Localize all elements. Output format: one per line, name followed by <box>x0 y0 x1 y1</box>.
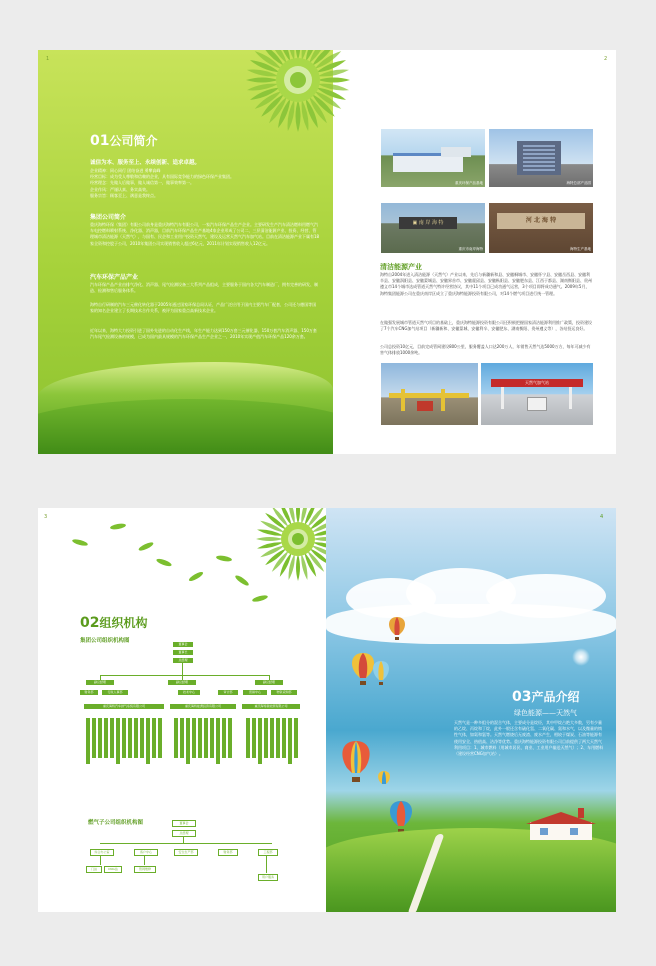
section-heading <box>90 132 158 149</box>
org-node: 工程部 <box>258 849 278 856</box>
org-node: 董事会 <box>172 820 196 827</box>
connector-line <box>100 843 272 844</box>
sunflower-ornament-icon <box>213 50 383 150</box>
org-node: 副总经理 <box>86 680 114 685</box>
connector-line <box>183 836 184 843</box>
org-chart-title: 燃气子公司组织机构图 <box>88 820 144 826</box>
env-heading: 汽车环保产品产业 <box>90 274 139 281</box>
org-unit-column <box>152 718 156 758</box>
photo-caption: 重庆市南岸海特 <box>458 247 483 251</box>
hot-air-balloon-icon <box>386 616 408 642</box>
photo-caption: 海特总部产品园 <box>566 181 591 185</box>
org-unit-column <box>86 718 90 764</box>
group-text: 重庆海特环保（集团）有限公司前身是重庆海特汽车有限公司，一家汽车环保产品生产企业。主要研发生产汽车清洁燃料用燃气汽车电控燃料喷射系统、净化器、消声器，目前汽车环保产品生产基地4家企业形成了公司二、三层清洁能源产业、投资、经营、管理城市清洁能源（天然气），与国有、民企和工业用户投资天然气，建设及运营天然气汽车加气站。目前在清洁能源产业下属有18家全资和控股子公司，2010年集团公司实现销售收入超过6亿元，2011年计划实现销售收入12亿元。 <box>90 222 320 246</box>
org-unit-column <box>288 718 292 764</box>
production-base-photo: 河 北 海 特 海特生产基地 <box>488 202 594 254</box>
clean-energy-text: 公司总投资10亿元，目前完成管网建设800公里，服务覆盖人口达200万人，年销售天然气达5000万方，每年可减少有害气体排放1000余吨。 <box>380 344 591 356</box>
connector-line <box>100 675 270 676</box>
org-unit-column <box>246 718 250 758</box>
section-heading <box>512 688 580 705</box>
leaf-icon <box>138 541 155 552</box>
product-intro-page <box>326 508 616 912</box>
org-unit-column <box>92 718 96 758</box>
value-item: 企业精神：同心同行 团结奋进 勇攀高峰 <box>90 168 161 173</box>
org-unit-column <box>174 718 178 758</box>
org-unit-column <box>98 718 102 758</box>
product-tagline: 绿色能源——天然气 <box>514 709 577 717</box>
leaf-icon <box>188 570 204 582</box>
org-node: 用户服务 <box>258 874 278 881</box>
product-description: 天然气是一种多组分的混合气体，主要成分是烷烃，其中甲烷占绝大多数，另有少量的乙烷、丙烷和丁烷，此外一般还含有硫化氢、二氧化碳、氮和水气，以及微量的惰性气体，如氦和氩等。天然气燃烧后无废渣、废水产生，相较于煤炭、石油等能源有使用安全、热值高、洁净等优势。重庆海特能源投资有限公司目前提供了两大天然气利用项目：1、城市燃料（用城市居民、商业、工业用户输送天然气）；2、车用燃料（建设经营CNG加气站）。 <box>454 720 604 757</box>
org-node: 技术中心 <box>178 690 200 695</box>
pipeline-photo <box>380 362 479 426</box>
cloud-bank <box>326 604 616 644</box>
page-number: 3 <box>44 514 48 520</box>
org-unit-column <box>216 718 220 764</box>
section-title: 产品介绍 <box>531 690 580 704</box>
org-node: 物资采购部 <box>271 690 297 695</box>
section-heading <box>80 614 148 631</box>
clean-energy-heading: 清洁能源产业 <box>380 263 422 271</box>
org-unit-column <box>252 718 256 758</box>
org-unit-column <box>146 718 150 764</box>
org-unit-column <box>228 718 232 758</box>
org-unit-column <box>282 718 286 758</box>
group-heading: 集团公司简介 <box>90 214 127 221</box>
org-unit-column <box>204 718 208 758</box>
org-node: 重庆海特能源投资有限公司 <box>170 704 236 709</box>
org-unit-column <box>270 718 274 758</box>
section-number: 01 <box>90 133 110 149</box>
connector-line <box>266 855 267 873</box>
org-node: 行政人事部 <box>102 690 128 695</box>
org-node: 安全生产部 <box>174 849 198 856</box>
org-unit-column <box>140 718 144 758</box>
env-text: 汽车环保产品产业由排气净化、消声器、尾气检测设备三大系列产品组成，主要服务于国内各大汽车制造厂，拥有完善的研发、制造、检测和售后服务体系。 <box>90 282 318 294</box>
org-unit-column <box>198 718 202 758</box>
org-unit-column <box>122 718 126 758</box>
env-text: 海特自行研制的汽车三元催化转化器于2005年通过国家环保总局认证，产品广泛应用于国内主要汽车厂配套，公司还与德国等国家的知名企业建立了长期技术合作关系，被评为国家重点高新技术企业。 <box>90 302 317 314</box>
section-number: 03 <box>512 689 532 705</box>
clean-energy-text: 在做强发展城市管道天然气项目的基础上，重庆海特能源投资有限公司还积极把握国家清洁能源利用推广政策，投资建设了7个汽车CNG加气站项目（新疆新和、安徽蒙城、安徽利辛、安徽肥东、湖南衡阳、贵州遵义等），各站投运良好。 <box>380 320 592 332</box>
leaf-icon <box>252 594 269 603</box>
grass-foreground-image <box>38 399 333 454</box>
org-node: 营销中心 <box>243 690 267 695</box>
house-image <box>526 808 596 840</box>
section-title: 组织机构 <box>99 616 148 630</box>
brochure-spread-organization-products <box>38 508 616 912</box>
page-number: 1 <box>46 56 50 62</box>
org-node: 总经理 <box>172 830 196 837</box>
org-unit-column <box>294 718 298 758</box>
org-unit-column <box>110 718 114 758</box>
nanan-gate-photo: ▣ 南 岸 海 特 重庆市南岸海特 <box>380 202 486 254</box>
section-number: 02 <box>80 615 100 631</box>
org-unit-column <box>222 718 226 758</box>
org-unit-column <box>116 718 120 764</box>
org-node: 副总经理 <box>255 680 283 685</box>
env-text: 近年以来，海特大力投资引进了国外先进的自动化生产线，年生产能力达到150万套三元催化器、150万套汽车消声器、150万套汽车尾气检测设备的规模，已成为国内最具规模的汽车环保产品生产企业之一，2010年实现产值汽车环保产品120余万套。 <box>90 328 317 340</box>
section-title: 公司简介 <box>109 134 158 148</box>
leaf-icon <box>216 555 233 563</box>
org-unit-column <box>276 718 280 758</box>
connector-line <box>182 663 183 675</box>
org-node: 董事长 <box>173 650 193 655</box>
org-node: 财务部 <box>218 849 238 856</box>
headquarters-photo <box>488 128 594 188</box>
photo-caption: 海特生产基地 <box>570 247 591 251</box>
org-unit-column <box>258 718 262 764</box>
hot-air-balloon-icon <box>376 770 392 790</box>
values-list <box>90 168 280 199</box>
leaf-icon <box>110 523 127 531</box>
station-sign: 天然气加气站 <box>491 379 583 387</box>
org-node: 门站 <box>86 866 102 873</box>
value-item: 服务宗旨：顾客至上、满意是我终点。 <box>90 192 158 198</box>
org-node: CNG站 <box>104 866 122 873</box>
org-node: 客户中心 <box>134 849 158 856</box>
photo-caption: 重庆环保产品基地 <box>455 181 483 185</box>
page-number: 4 <box>600 514 604 520</box>
org-unit-column <box>104 718 108 758</box>
org-unit-column <box>158 718 162 758</box>
org-node: 管网维修 <box>134 866 156 873</box>
org-unit-column <box>128 718 132 758</box>
org-chart-title: 集团公司组织机构图 <box>80 638 130 644</box>
company-slogan: 诚信为本、服务至上、永续创新、追求卓越。 <box>90 160 201 166</box>
org-unit-column <box>192 718 196 758</box>
value-item: 企业作风：严谨认真、务实高效。 <box>90 186 150 192</box>
cng-station-photo <box>480 362 594 426</box>
connector-line <box>144 855 145 865</box>
value-item: 经营理念：先做人后做事，做人诚信第一，做事效率第一。 <box>90 180 194 186</box>
connector-line <box>100 855 101 865</box>
brochure-spread-company-intro <box>38 50 616 454</box>
org-node: 综合办公室 <box>90 849 114 856</box>
grass-meadow-image <box>326 828 616 912</box>
org-node: 重庆海特汽车排气系统有限公司 <box>84 704 164 709</box>
org-unit-column <box>186 718 190 764</box>
sun-glare-icon <box>572 648 590 666</box>
value-item: 经营目标：成为受人尊敬和信赖的企业，具有国际竞争能力的绿色环保产业集团。 <box>90 174 234 180</box>
org-node: 总经理 <box>173 658 193 663</box>
org-unit-column <box>264 718 268 758</box>
org-node: 财务部 <box>80 690 98 695</box>
leaf-icon <box>72 538 89 547</box>
org-unit-column <box>134 718 138 758</box>
org-unit-column <box>210 718 214 758</box>
hot-air-balloon-icon <box>370 660 392 688</box>
org-node: 董事会 <box>173 642 193 647</box>
org-node: 审计部 <box>218 690 238 695</box>
org-unit-column <box>180 718 184 758</box>
factory-aerial-photo <box>380 128 486 188</box>
org-node: 副总经理 <box>168 680 196 685</box>
clean-energy-text: 海特自2004年进入清洁能源（天然气）产业以来，先后与新疆新和县、安徽桐城市、安徽怀宁县、安徽岳西县、安徽利辛县、安徽涡阳县、安徽蒙城县、安徽界首市、安徽霍邱县、安徽枞阳县、安徽肥东县、江西于都县、湖南衡阳县、贵州遵义市14个城市达成管道天然气特许经营协议，其中11个项目已成功通气运营，3个项目即将成功通气。2009年5月，海特集团能源公司在重庆南岸区成立了重庆海特能源投资有限公司，对14个燃气项目进行统一管理。 <box>380 272 592 296</box>
page-number: 2 <box>604 56 608 62</box>
leaf-icon <box>156 557 173 567</box>
hot-air-balloon-icon <box>338 740 374 786</box>
org-node: 重庆海特新能源有限公司 <box>242 704 300 709</box>
